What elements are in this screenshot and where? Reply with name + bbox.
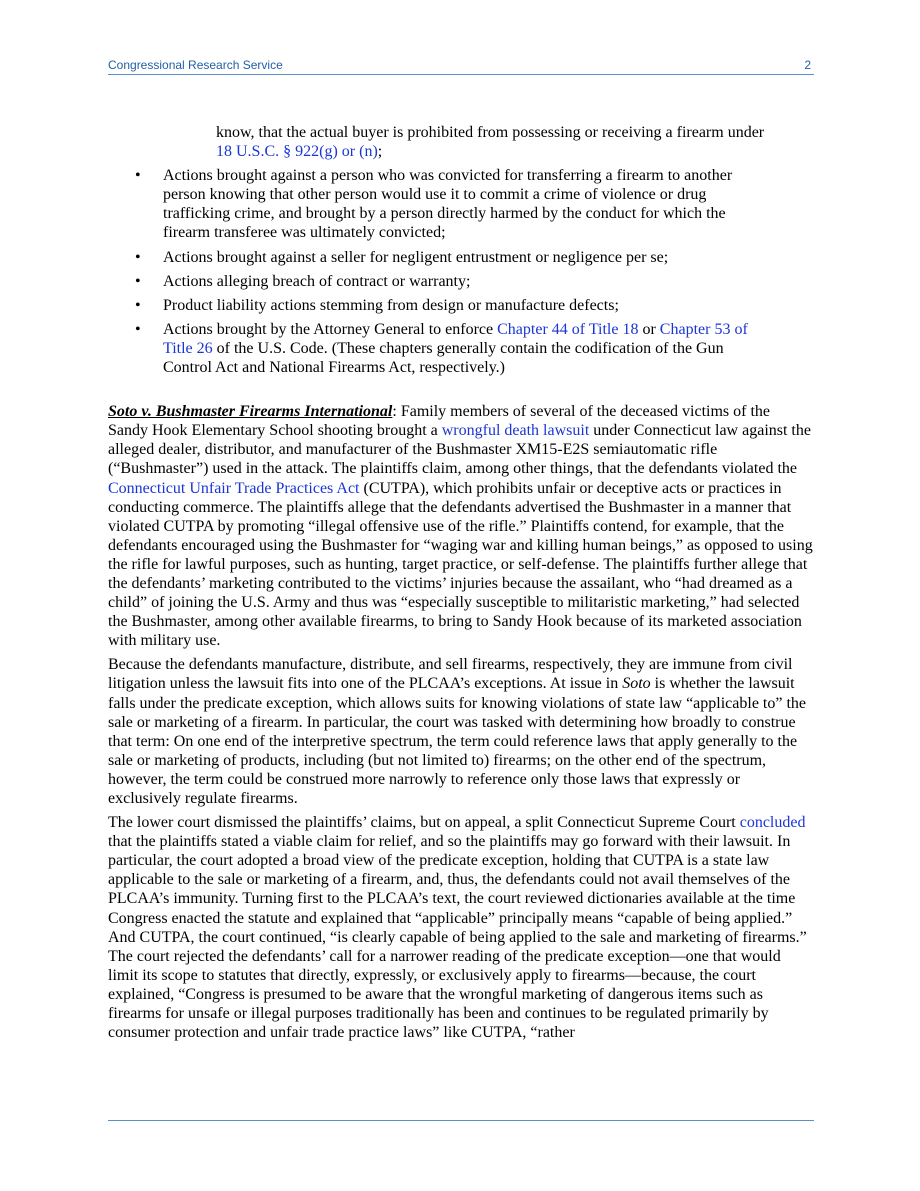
- case-name: Soto v. Bushmaster Firearms International: [108, 403, 393, 421]
- page-number: 2: [804, 58, 811, 72]
- header-publisher: Congressional Research Service: [108, 58, 283, 72]
- list-item-text: Actions brought by the Attorney General to enforce Chapter 44 of Title 18 or Chapter 53 of Title 26 of the U.S. Code. (These chapters generally contain the codification of the Gun Control Act and National Firearms Act, respectively.): [163, 320, 748, 377]
- immunity-paragraph: Because the defendants manufacture, distribute, and sell firearms, respectively, they are immune from civil litigation unless the lawsuit fits into one of the PLCAA’s exceptions. At issue in Soto is whether the lawsuit falls under the predicate exception, which allows suits for knowing violations of state law “applicable to” the sale or marketing of a firearm. In particular, the court was tasked with determining how broadly to construe that term: On one end of the interpretive spectrum, the term could reference laws that apply generally to the sale or marketing of products, including (but not limited to) firearms; on the other end of the spectrum, however, the term could be construed more narrowly to reference only those laws that expressly or exclusively regulate firearms.: [108, 656, 807, 807]
- usc-922-link[interactable]: 18 U.S.C. § 922(g) or (n): [216, 143, 378, 161]
- exceptions-list: [108, 166, 814, 377]
- list-item: [108, 272, 814, 291]
- list-item: [108, 320, 814, 377]
- bullet-icon: •: [135, 296, 141, 314]
- concluded-link[interactable]: concluded: [739, 814, 806, 832]
- list-item-text: Product liability actions stemming from design or manufacture defects;: [163, 296, 619, 314]
- continued-list-item: [216, 123, 776, 161]
- document-body: [108, 123, 814, 1047]
- continued-text-end: ;: [377, 143, 383, 161]
- bullet-icon: •: [135, 272, 141, 290]
- list-item-text: Actions alleging breach of contract or warranty;: [163, 272, 471, 290]
- list-item: [108, 166, 814, 242]
- header-rule: [108, 74, 814, 75]
- bullet-icon: •: [135, 167, 141, 185]
- list-item-text: Actions brought against a seller for negligent entrustment or negligence per se;: [163, 248, 669, 266]
- soto-paragraph: Soto v. Bushmaster Firearms International: Family members of several of the deceased victims of the Sandy Hook Elementary School shooting brought a wrongful death lawsuit under Connecticut law against the alleged dealer, distributor, and manufacturer of the Bushmaster XM15-E2S semiautomatic rifle (“Bushmaster”) used in the attack. The plaintiffs claim, among other things, that the defendants violated the Connecticut Unfair Trade Practices Act (CUTPA), which prohibits unfair or deceptive acts or practices in conducting commerce. The plaintiffs allege that the defendants advertised the Bushmaster in a manner that violated CUTPA by promoting “illegal offensive use of the rifle.” Plaintiffs contend, for example, that the defendants encouraged using the Bushmaster for “waging war and killing human beings,” as opposed to using the rifle for lawful purposes, such as hunting, target practice, or self-defense. The plaintiffs further allege that the defendants’ marketing contributed to the victims’ injuries because the assailant, who “had dreamed as a child” of joining the U.S. Army and thus was “especially susceptible to militaristic marketing,” had selected the Bushmaster, among other available firearms, to bring to Sandy Hook because of its marketed association with military use.: [108, 403, 813, 650]
- bullet-icon: •: [135, 320, 141, 338]
- footer-rule: [108, 1120, 814, 1121]
- continued-text: know, that the actual buyer is prohibited from possessing or receiving a firearm under: [216, 124, 765, 141]
- list-item: [108, 296, 814, 315]
- holding-paragraph: The lower court dismissed the plaintiffs’ claims, but on appeal, a split Connecticut Supreme Court concluded that the plaintiffs stated a viable claim for relief, and so the plaintiffs may go forward with their lawsuit. In particular, the court adopted a broad view of the predicate exception, holding that CUTPA is a state law applicable to the sale or marketing of a firearm, and, thus, the defendants could not avail themselves of the PLCAA’s immunity. Turning first to the PLCAA’s text, the court reviewed dictionaries available at the time Congress enacted the statute and explained that “applicable” principally means “capable of being applied.” And CUTPA, the court continued, “is clearly capable of being applied to the sale and marketing of firearms.” The court rejected the defendants’ call for a narrower reading of the predicate exception—one that would limit its scope to statutes that directly, expressly, or exclusively apply to firearms—because, the court explained, “Congress is presumed to be aware that the wrongful marketing of dangerous items such as firearms for unsafe or illegal purposes traditionally has been and continues to be regulated primarily by consumer protection and unfair trade practice laws” like CUTPA, “rather: [108, 814, 807, 1042]
- chapter-53-title-26-link[interactable]: Chapter 53 of Title 26: [163, 320, 748, 357]
- cutpa-link[interactable]: Connecticut Unfair Trade Practices Act: [108, 479, 360, 497]
- list-item: [108, 248, 814, 267]
- case-short-name: Soto: [622, 675, 651, 693]
- list-item-text: Actions brought against a person who was convicted for transferring a firearm to another person knowing that other person would use it to commit a crime of violence or drug trafficking crime, and brought by a person directly harmed by the conduct for which the firearm transferee was ultimately convicted;: [163, 167, 733, 242]
- page-header: [108, 58, 814, 74]
- chapter-44-title-18-link[interactable]: Chapter 44 of Title 18: [497, 320, 639, 338]
- bullet-icon: •: [135, 248, 141, 266]
- wrongful-death-lawsuit-link[interactable]: wrongful death lawsuit: [441, 422, 590, 440]
